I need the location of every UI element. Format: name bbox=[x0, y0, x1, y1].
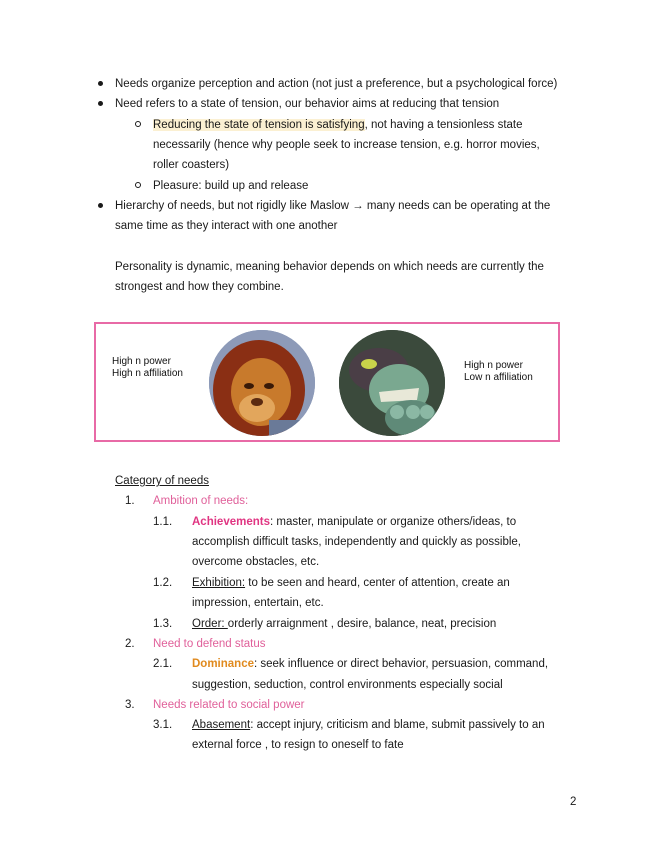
bullet-text: Needs organize perception and action (not just a preference, but a psychological force) bbox=[115, 78, 558, 90]
sublist-text bbox=[192, 657, 548, 671]
left-caption-line1: High n power bbox=[112, 356, 171, 367]
term-achievements: Achievements bbox=[192, 516, 270, 528]
highlighted-text: Reducing the state of tension is satisfying bbox=[153, 119, 365, 131]
sublist-text-cont: accomplish difficult tasks, independently and quickly as possible, bbox=[192, 536, 521, 548]
sublist-text-cont: external force , to resign to oneself to fate bbox=[192, 739, 404, 751]
term-definition: to be seen and heard, center of attention, create an bbox=[245, 577, 510, 589]
term-abasement: Abasement bbox=[192, 719, 251, 731]
section-heading: Category of needs bbox=[115, 475, 209, 487]
lion-image bbox=[209, 330, 315, 436]
list-number: 3. bbox=[125, 699, 135, 711]
bullet-marker bbox=[98, 203, 103, 208]
term-definition: : seek influence or direct behavior, persuasion, command, bbox=[254, 658, 549, 670]
left-caption-line2: High n affiliation bbox=[112, 368, 183, 379]
sub-bullet-text-cont: necessarily (hence why people seek to increase tension, e.g. horror movies, bbox=[153, 139, 540, 151]
sublist-number: 2.1. bbox=[153, 658, 173, 670]
sublist-text bbox=[192, 617, 496, 631]
bullet-text: Hierarchy of needs, but not rigidly like Maslow → many needs can be operating at the bbox=[115, 200, 551, 212]
term-definition: : master, manipulate or organize others/ideas, to bbox=[269, 516, 517, 528]
hyena-image bbox=[339, 330, 445, 436]
term-definition: : accept injury, criticism and blame, submit passively to an bbox=[250, 719, 545, 731]
sublist-text bbox=[192, 718, 545, 732]
sub-bullet-text-cont: roller coasters) bbox=[153, 159, 230, 171]
term-order: Order: bbox=[192, 618, 228, 630]
sublist-text-cont: impression, entertain, etc. bbox=[192, 597, 324, 609]
sublist-text-cont: overcome obstacles, etc. bbox=[192, 556, 320, 568]
right-caption-line1: High n power bbox=[464, 360, 523, 371]
sub-bullet-marker bbox=[135, 121, 141, 127]
bullet-text-cont: same time as they interact with one another bbox=[115, 220, 338, 232]
list-number: 2. bbox=[125, 638, 135, 650]
sublist-number: 3.1. bbox=[153, 719, 173, 731]
list-item-label: Needs related to social power bbox=[153, 699, 305, 711]
page-number: 2 bbox=[570, 796, 577, 808]
bullet-marker bbox=[98, 101, 103, 106]
paragraph-text: strongest and how they combine. bbox=[115, 281, 284, 293]
sub-bullet-text bbox=[153, 118, 523, 132]
list-item-label: Ambition of needs: bbox=[153, 495, 249, 507]
term-dominance: Dominance bbox=[192, 658, 254, 670]
list-number: 1. bbox=[125, 495, 135, 507]
sub-bullet-marker bbox=[135, 182, 141, 188]
sublist-number: 1.2. bbox=[153, 577, 173, 589]
sub-bullet-rest: , not having a tensionless state bbox=[364, 119, 523, 131]
term-exhibition: Exhibition: bbox=[192, 577, 246, 589]
sublist-number: 1.1. bbox=[153, 516, 173, 528]
paragraph-text: Personality is dynamic, meaning behavior depends on which needs are currently the bbox=[115, 261, 544, 273]
sublist-text bbox=[192, 515, 516, 529]
sublist-number: 1.3. bbox=[153, 618, 173, 630]
bullet-text: Need refers to a state of tension, our behavior aims at reducing that tension bbox=[115, 98, 500, 110]
sublist-text bbox=[192, 576, 510, 590]
bullet-marker bbox=[98, 81, 103, 86]
term-definition: orderly arraignment , desire, balance, neat, precision bbox=[227, 618, 497, 630]
list-item-label: Need to defend status bbox=[153, 638, 266, 650]
right-caption-line2: Low n affiliation bbox=[464, 372, 533, 383]
sublist-text-cont: suggestion, seduction, control environments especially social bbox=[192, 679, 503, 691]
sub-bullet-text: Pleasure: build up and release bbox=[153, 180, 309, 192]
